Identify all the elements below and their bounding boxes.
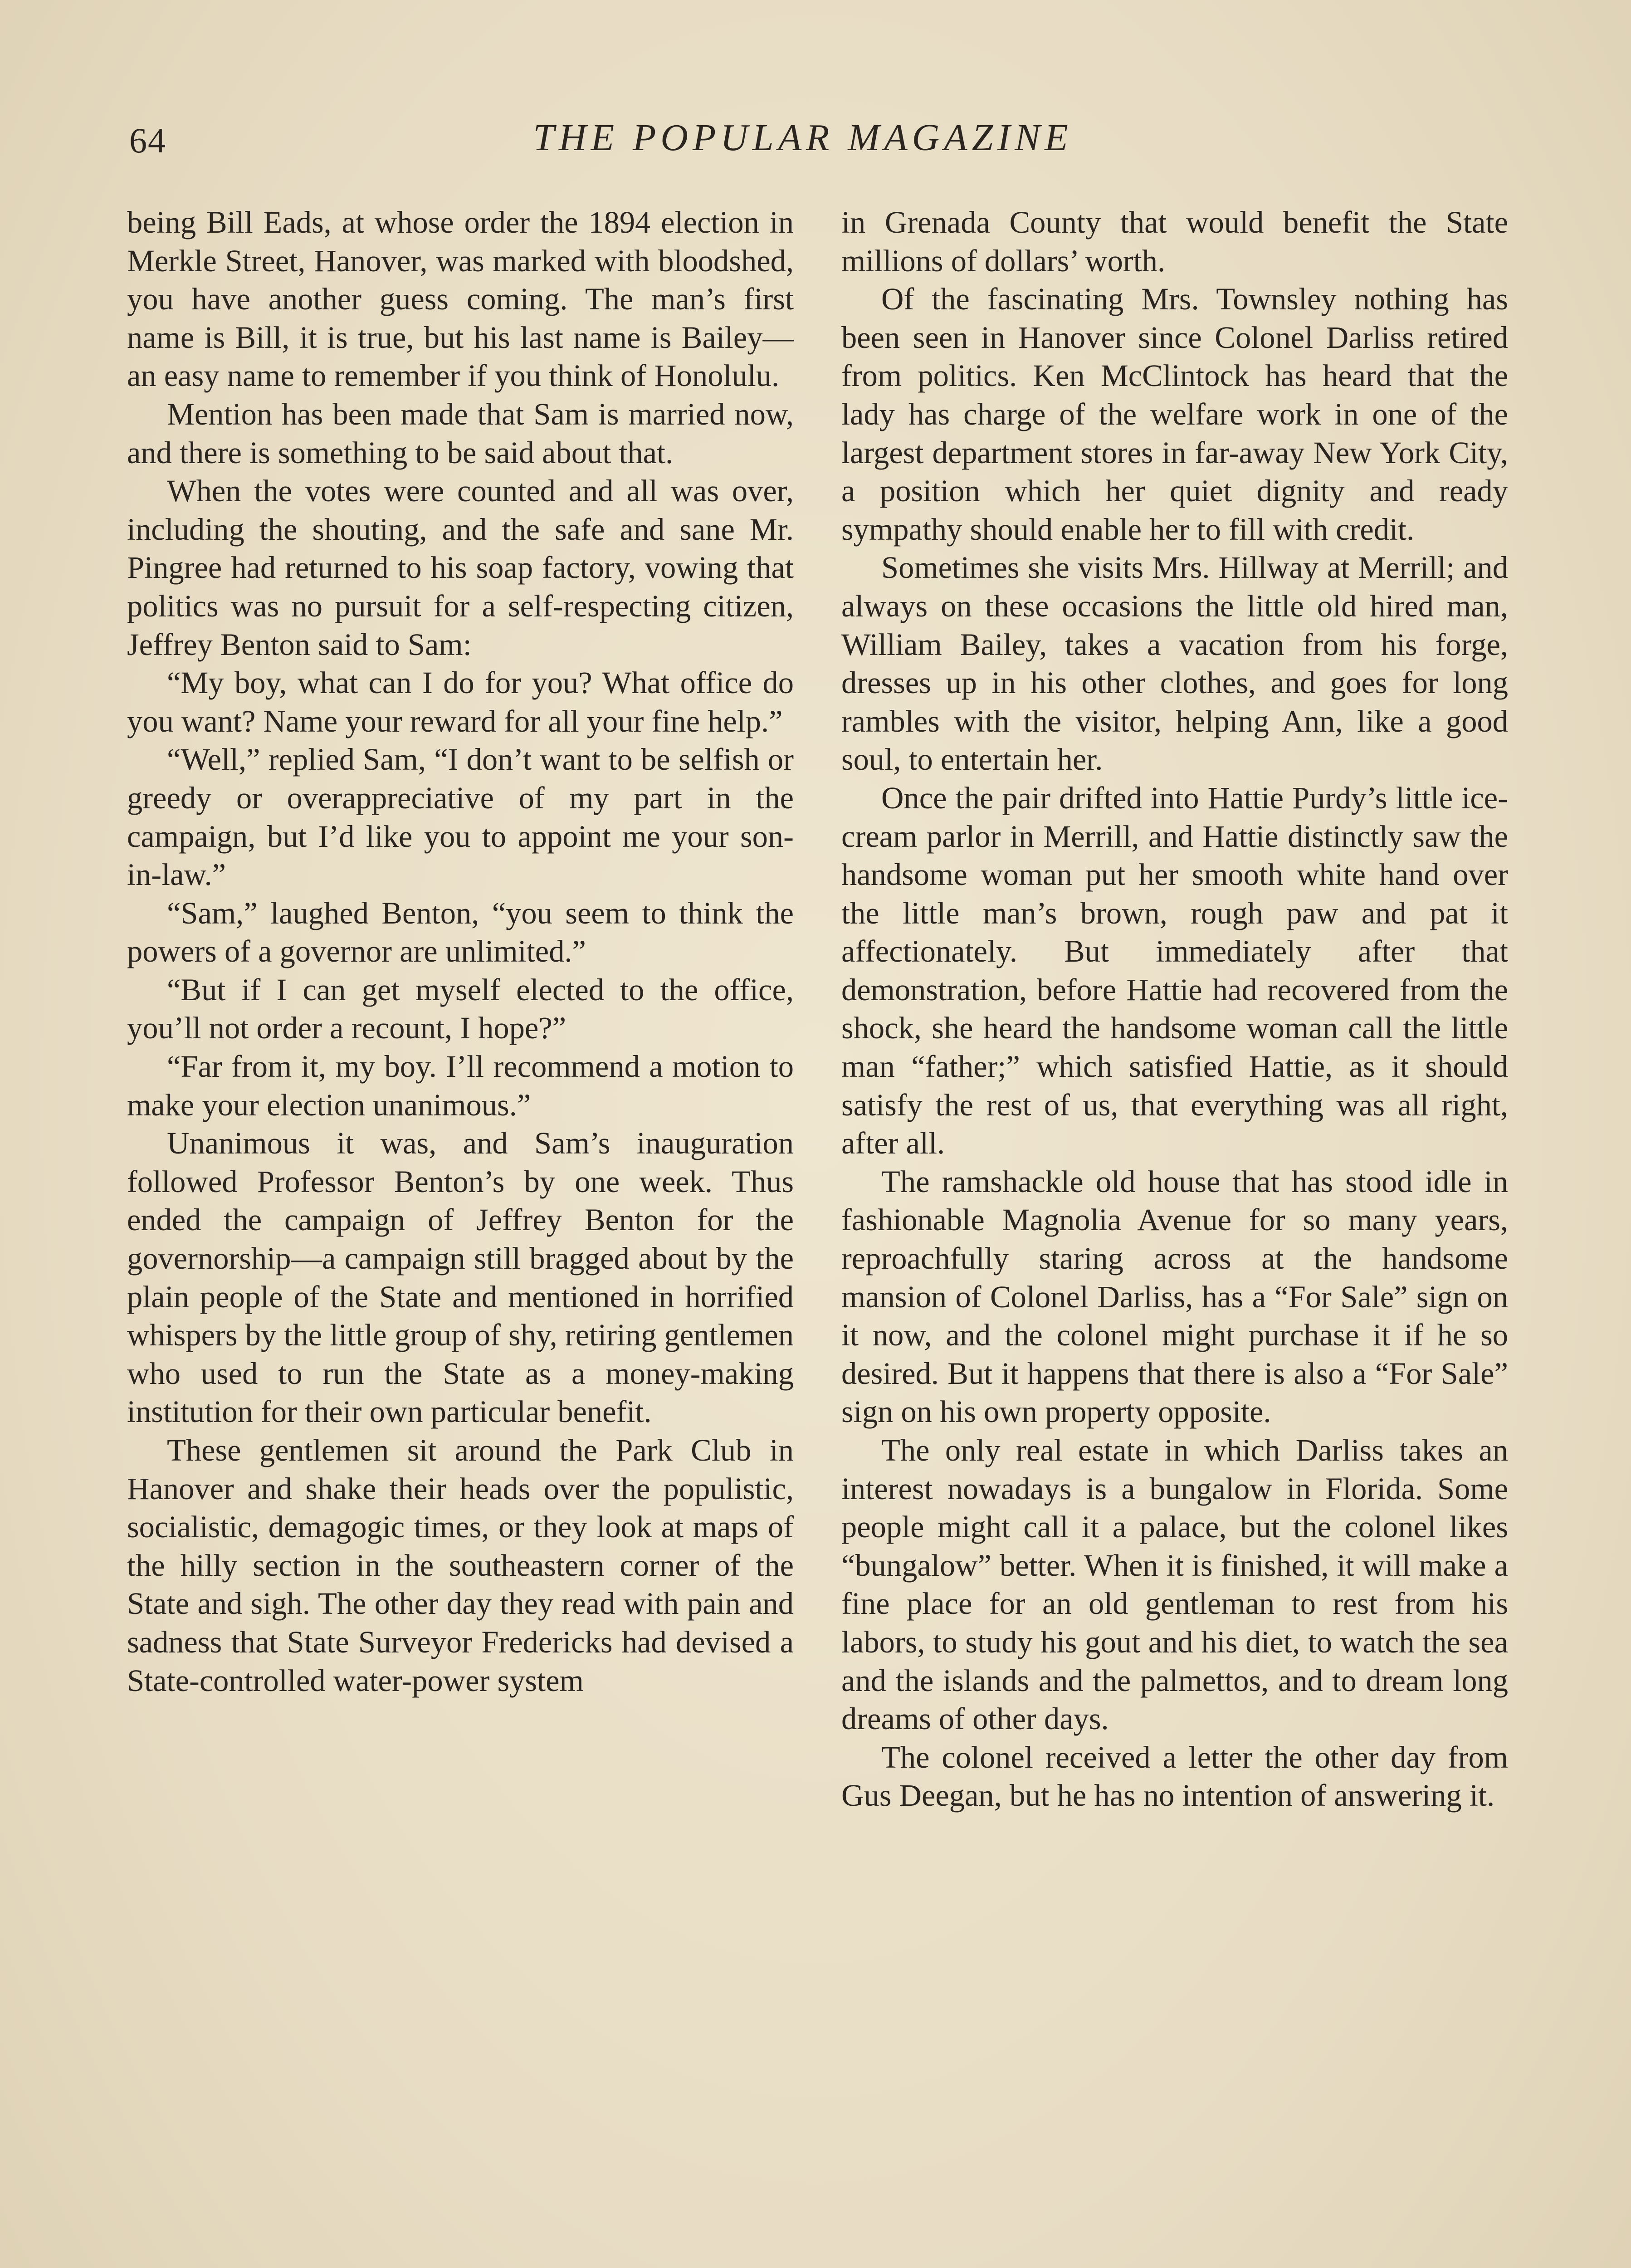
right-column <box>841 203 1508 1815</box>
paragraph: in Grenada County that would benefit the State millions of dollars’ worth. <box>841 205 1508 278</box>
paragraph: “Far from it, my boy. I’ll recommend a motion to make your election unanimous.” <box>127 1049 794 1122</box>
paragraph: Once the pair drifted into Hattie Purdy’s little ice-cream parlor in Merrill, and Hattie distinctly saw the handsome woman put her smooth white hand over the little man’s brown, rough paw and pat it affectionately. But immediately after that demonstration, before Hattie had recovered from the shock, she heard the handsome woman call the little man “father;” which satisfied Hattie, as it should satisfy the rest of us, that everything was all right, after all. <box>841 780 1508 1161</box>
paragraph: Mention has been made that Sam is married now, and there is something to be said about that. <box>127 396 794 470</box>
paragraph: The ramshackle old house that has stood idle in fashionable Magnolia Avenue for so many years, reproachfully staring across at the handsome mansion of Colonel Darliss, has a “For Sale” sign on it now, and the colonel might purchase it if he so desired. But it happens that there is also a “For Sale” sign on his own property opposite. <box>841 1164 1508 1429</box>
paragraph: These gentlemen sit around the Park Club in Hanover and shake their heads over the populistic, socialistic, demagogic times, or they look at maps of the hilly section in the southeastern corner of the State and sigh. The other day they read with pain and sadness that State Surveyor Fredericks had devised a State-controlled water-power system <box>127 1433 794 1698</box>
paragraph: “But if I can get myself elected to the office, you’ll not order a recount, I hope?” <box>127 972 794 1046</box>
paragraph: The colonel received a letter the other day from Gus Deegan, but he has no intention of answering it. <box>841 1740 1508 1813</box>
paragraph: Sometimes she visits Mrs. Hillway at Merrill; and always on these occasions the little old hired man, William Bailey, takes a vacation from his forge, dresses up in his other clothes, and goes for long rambles with the visitor, helping Ann, like a good soul, to entertain her. <box>841 550 1508 777</box>
page-number: 64 <box>129 121 166 160</box>
paragraph: Of the fascinating Mrs. Townsley nothing has been seen in Hanover since Colonel Darliss retired from politics. Ken McClintock has heard that the lady has charge of the welfare work in one of the largest department stores in far-away New York City, a position which her quiet dignity and ready sympathy should enable her to fill with credit. <box>841 282 1508 547</box>
paragraph: “Well,” replied Sam, “I don’t want to be selfish or greedy or overappreciative of my part in the campaign, but I’d like you to appoint me your son-in-law.” <box>127 742 794 892</box>
paragraph: being Bill Eads, at whose order the 1894 election in Merkle Street, Hanover, was marked with bloodshed, you have another guess coming. The man’s first name is Bill, it is true, but his last name is Bailey—an easy name to remember if you think of Honolulu. <box>127 205 794 393</box>
paragraph: “My boy, what can I do for you? What office do you want? Name your reward for all your fine help.” <box>127 665 794 738</box>
running-head: THE POPULAR MAGAZINE <box>533 117 1073 159</box>
paragraph: Unanimous it was, and Sam’s inauguration followed Professor Benton’s by one week. Thus ended the campaign of Jeffrey Benton for the governorship—a campaign still bragged about by the plain people of the State and mentioned in horrified whispers by the little group of shy, retiring gentlemen who used to run the State as a money-making institution for their own particular benefit. <box>127 1126 794 1429</box>
paragraph: When the votes were counted and all was over, including the shouting, and the safe and sane Mr. Pingree had returned to his soap factory, vowing that politics was no pursuit for a self-respecting citizen, Jeffrey Benton said to Sam: <box>127 474 794 662</box>
paragraph: “Sam,” laughed Benton, “you seem to think the powers of a governor are unlimited.” <box>127 895 794 969</box>
paragraph: The only real estate in which Darliss takes an interest nowadays is a bungalow in Florida. Some people might call it a palace, but the colonel likes “bungalow” better. When it is finished, it will make a fine place for an old gentleman to rest from his labors, to study his gout and his diet, to watch the sea and the islands and the palmettos, and to dream long dreams of other days. <box>841 1433 1508 1736</box>
left-column <box>127 203 794 1700</box>
